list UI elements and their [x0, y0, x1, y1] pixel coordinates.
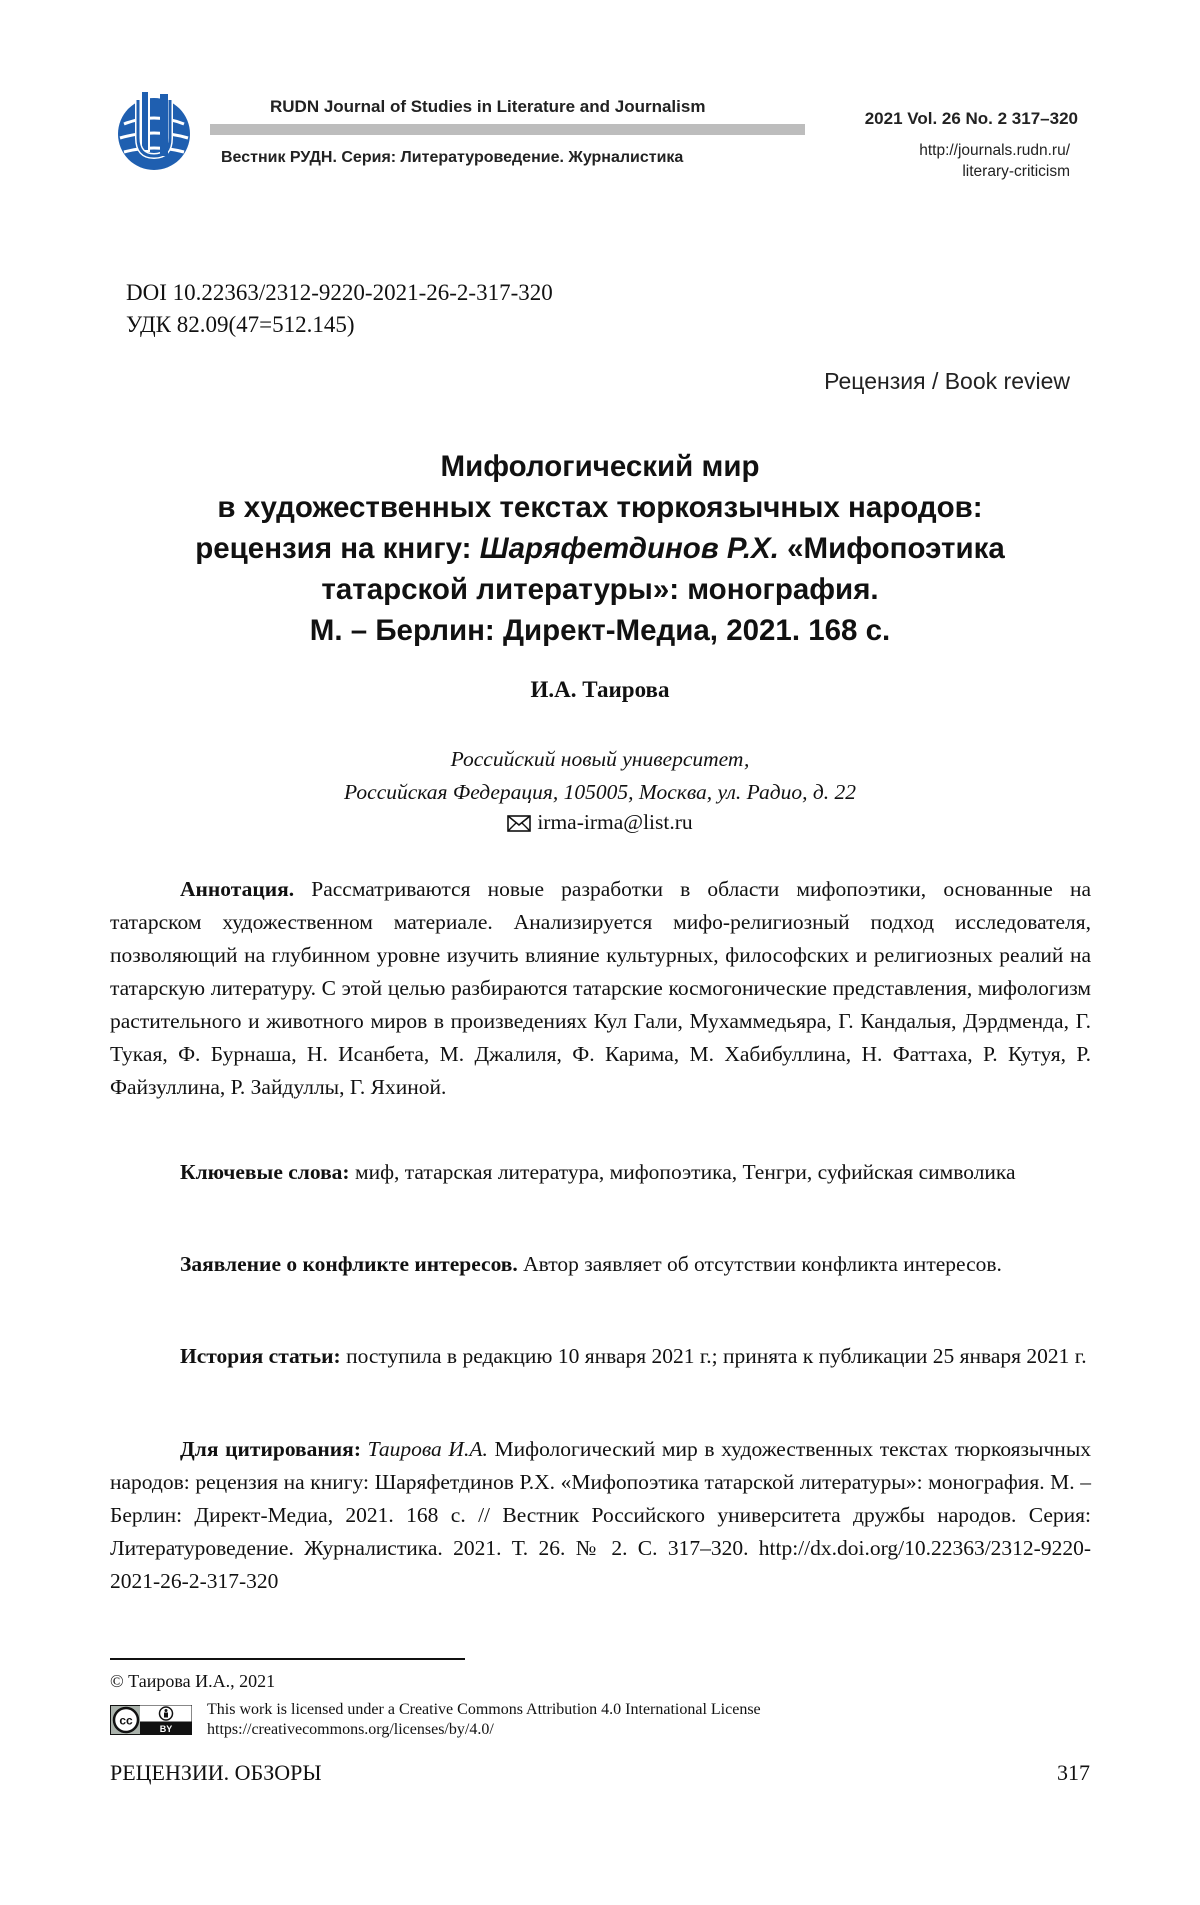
conflict-label: Заявление о конфликте интересов.	[180, 1252, 518, 1276]
title-text: рецензия на книгу:	[195, 532, 479, 565]
envelope-icon	[507, 815, 531, 832]
author-email[interactable]	[0, 806, 1200, 839]
conflict-text: Автор заявляет об отсутствии конфликта интересов.	[523, 1252, 1002, 1276]
citation-text: Мифологический мир в художественных текстах тюркоязычных народов: рецензия на книгу: Шаряфетдинов Р.Х. «Мифопоэтика татарской литературы»: монография. М. – Берлин: Директ-Медиа, 2021. 168 с. // Вестник Российского университета дружбы народов. Серия: Литературоведение. Журналистика. 2021. Т. 26. № 2. С. 317–320. http://dx.doi.org/10.22363/2312-9220-2021-26-2-317-320	[110, 1437, 1091, 1593]
keywords-label: Ключевые слова:	[180, 1160, 350, 1184]
title-text: «Мифопоэтика	[779, 532, 1005, 565]
title-book-author: Шаряфетдинов Р.Х.	[480, 532, 779, 565]
issue-info: 2021 Vol. 26 No. 2 317–320	[865, 109, 1078, 129]
journal-title-en: RUDN Journal of Studies in Literature and Journalism	[270, 97, 705, 117]
title-line: в художественных текстах тюркоязычных народов:	[110, 487, 1090, 528]
license-text: This work is licensed under a Creative Commons Attribution 4.0 International License	[207, 1700, 761, 1720]
article-history	[110, 1340, 1091, 1373]
title-line	[110, 528, 1090, 569]
conflict-of-interest	[110, 1248, 1091, 1281]
history-label: История статьи:	[180, 1344, 341, 1368]
journal-url[interactable]	[919, 140, 1070, 182]
cc-by-text: BY	[160, 1724, 173, 1734]
abstract	[110, 873, 1091, 1104]
footnote-rule	[110, 1658, 465, 1660]
author-name: И.А. Таирова	[0, 677, 1200, 703]
keywords	[110, 1156, 1091, 1189]
title-line: Мифологический мир	[110, 446, 1090, 487]
article-type: Рецензия / Book review	[824, 368, 1070, 395]
journal-title-ru: Вестник РУДН. Серия: Литературоведение. Журналистика	[221, 149, 683, 167]
cc-badge-text: cc	[119, 1714, 133, 1728]
email-text: irma-irma@list.ru	[537, 810, 692, 834]
keywords-text: миф, татарская литература, мифопоэтика, Тенгри, суфийская символика	[355, 1160, 1016, 1184]
author-affiliation	[0, 743, 1200, 809]
history-text: поступила в редакцию 10 января 2021 г.; принята к публикации 25 января 2021 г.	[346, 1344, 1087, 1368]
udk: УДК 82.09(47=512.145)	[126, 312, 355, 338]
affiliation-line: Российский новый университет,	[0, 743, 1200, 776]
section-name: РЕЦЕНЗИИ. ОБЗОРЫ	[110, 1760, 322, 1786]
citation	[110, 1433, 1091, 1598]
affiliation-line: Российская Федерация, 105005, Москва, ул. Радио, д. 22	[0, 776, 1200, 809]
journal-url-line2: literary-criticism	[919, 161, 1070, 182]
title-line: татарской литературы»: монография.	[110, 569, 1090, 610]
header-divider	[210, 124, 805, 135]
journal-url-line1: http://journals.rudn.ru/	[919, 140, 1070, 161]
abstract-label: Аннотация.	[180, 877, 294, 901]
citation-author: Таирова И.А.	[368, 1437, 488, 1461]
license-link[interactable]: https://creativecommons.org/licenses/by/4.0/	[207, 1720, 761, 1740]
abstract-text: Рассматриваются новые разработки в области мифопоэтики, основанные на татарском художественном материале. Анализируется мифо-религиозный подход исследователя, позволяющий на глубинном уровне изучить влияние культурных, философских и религиозных реалий на татарскую литературу. С этой целью разбираются татарские космогонические представления, мифологизм растительного и животного миров в произведениях Кул Гали, Мухаммедьяра, Г. Кандалыя, Дэрдменда, Г. Тукая, Ф. Бурнаша, Н. Исанбета, М. Джалиля, Ф. Карима, М. Хабибуллина, Н. Фаттаха, Р. Кутуя, Р. Файзуллина, Р. Зайдуллы, Г. Яхиной.	[110, 877, 1091, 1099]
cc-by-badge-icon[interactable]	[110, 1705, 192, 1735]
citation-label: Для цитирования:	[180, 1437, 361, 1461]
doi: DOI 10.22363/2312-9220-2021-26-2-317-320	[126, 280, 553, 306]
copyright: © Таирова И.А., 2021	[110, 1671, 275, 1692]
article-title	[110, 446, 1090, 651]
license-notice	[207, 1700, 761, 1740]
page-number: 317	[1057, 1760, 1090, 1786]
rudn-logo-icon	[110, 90, 198, 174]
title-line: М. – Берлин: Директ-Медиа, 2021. 168 с.	[110, 610, 1090, 651]
